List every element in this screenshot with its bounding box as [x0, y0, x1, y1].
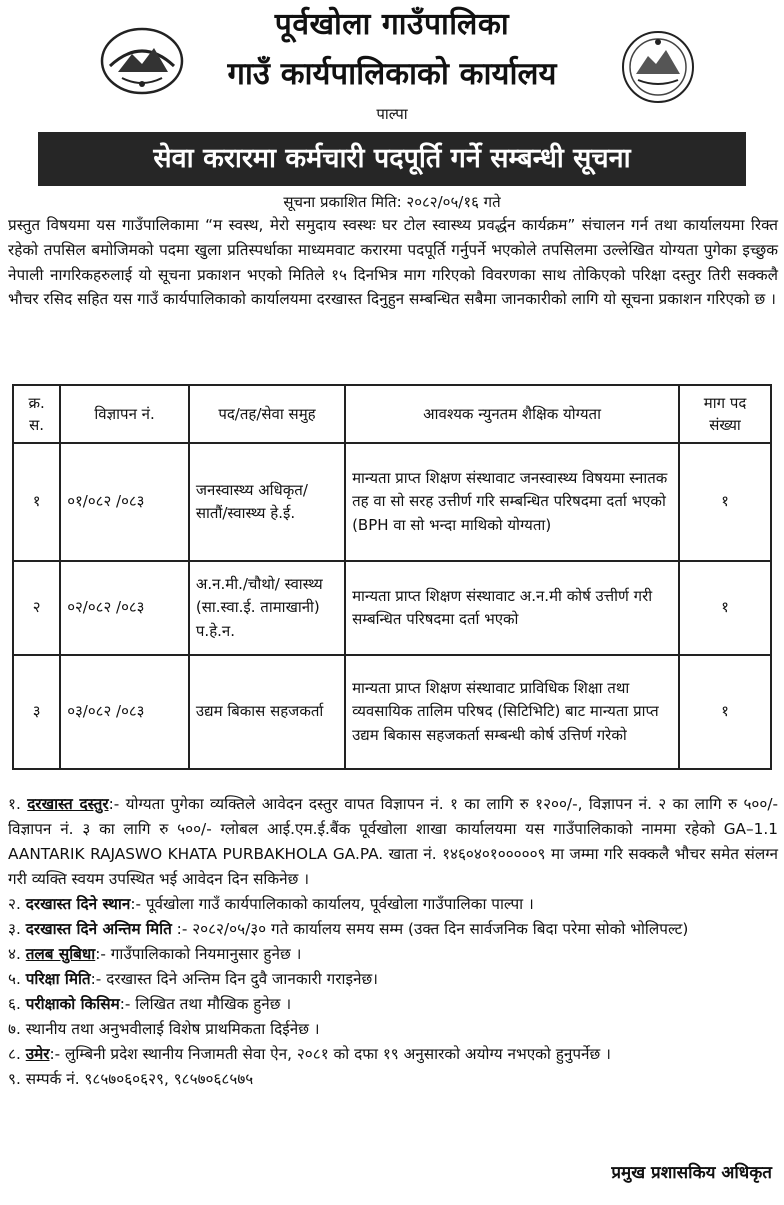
office-name: गाउँ कार्यपालिकाको कार्यालय — [227, 56, 557, 92]
condition-text: :- योग्यता पुगेका व्यक्तिले आवेदन दस्तुर वापत विज्ञापन नं. १ का लागि रु १२००/-, विज्ञापन नं. २ का लागि रु ५००/- विज्ञापन नं. ३ का लागि रु ५००/- ग्लोबल आई.एम.ई.बैंक पूर्वखोला शाखा कार्यालयमा यस गाउँपालिकाको नाममा रहेको GA–1.1 AANTARIK RAJASWO KHATA PURBAKHOLA GA.PA. खाता नं. १४६०४०१०००००९ मा जम्मा गरि सक्कलै भौचर समेत संलग्न गरी व्यक्ति स्वयम उपस्थित भई आवेदन दिन सकिनेछ । — [8, 795, 778, 888]
condition-title: तलब सुबिधा — [25, 945, 96, 963]
condition-title: उमेर — [25, 1045, 50, 1063]
cell-qualification: मान्यता प्राप्त शिक्षण संस्थावाट प्राविधिक शिक्षा तथा व्यवसायिक तालिम परिषद (सिटिभिटि) बाट मान्यता प्राप्त उद्यम बिकास सहजकर्ता सम्बन्धी कोर्ष उत्तिर्ण गरेको — [345, 655, 679, 769]
condition-title: परीक्षाको किसिम — [25, 995, 120, 1013]
cell-ad-no: ०२/०८२ /०८३ — [60, 561, 189, 655]
table-row — [13, 561, 771, 655]
condition-number: ६. — [8, 995, 21, 1013]
condition-number: ७. — [8, 1020, 21, 1038]
condition-exam-type — [8, 992, 778, 1017]
condition-title: दरखास्त दस्तुर — [27, 795, 109, 813]
condition-contact — [8, 1067, 778, 1092]
municipality-logo-icon — [618, 30, 698, 104]
table-row — [13, 443, 771, 561]
cell-sn: २ — [13, 561, 60, 655]
table-header-row — [13, 385, 771, 443]
condition-text: :- २०८२/०५/३० गते कार्यालय समय सम्म (उक्त दिन सार्वजनिक बिदा परेमा सोको भोलिपल्ट) — [171, 920, 689, 938]
col-header-post: पद/तह/सेवा समुह — [189, 385, 345, 443]
cell-ad-no: ०३/०८२ /०८३ — [60, 655, 189, 769]
condition-number: ८. — [8, 1045, 21, 1063]
condition-age — [8, 1042, 778, 1067]
condition-number: ५. — [8, 970, 21, 988]
condition-number: २. — [8, 895, 21, 913]
condition-text: :- लिखित तथा मौखिक हुनेछ । — [119, 995, 292, 1013]
condition-text: :- पूर्वखोला गाउँ कार्यपालिकाको कार्यालय, पूर्वखोला गाउँपालिका पाल्पा । — [130, 895, 534, 913]
condition-title: दरखास्त दिने अन्तिम मिति — [25, 920, 172, 938]
condition-number: ९. — [8, 1070, 21, 1088]
cell-qualification: मान्यता प्राप्त शिक्षण संस्थावाट अ.न.मी कोर्ष उत्तीर्ण गरी सम्बन्धित परिषदमा दर्ता भएको — [345, 561, 679, 655]
condition-number: १. — [8, 795, 21, 813]
condition-text: :- गाउँपालिकाको नियमानुसार हुनेछ । — [95, 945, 302, 963]
condition-text: स्थानीय तथा अनुभवीलाई विशेष प्राथमिकता दिईनेछ । — [25, 1020, 320, 1038]
condition-fee — [8, 792, 778, 892]
notice-title-banner: सेवा करारमा कर्मचारी पदपूर्ति गर्ने सम्बन्धी सूचना — [38, 132, 746, 186]
condition-salary — [8, 942, 778, 967]
condition-number: ४. — [8, 945, 21, 963]
cell-post: उद्यम बिकास सहजकर्ता — [189, 655, 345, 769]
letterhead — [0, 0, 784, 123]
cell-count: १ — [679, 561, 771, 655]
cell-post: अ.न.मी./चौथो/ स्वास्थ्य (सा.स्वा.ई. तामाखानी) प.हे.न. — [189, 561, 345, 655]
condition-deadline — [8, 917, 778, 942]
condition-number: ३. — [8, 920, 21, 938]
cell-ad-no: ०१/०८२ /०८३ — [60, 443, 189, 561]
municipality-name: पूर्वखोला गाउँपालिका — [274, 7, 510, 42]
cell-count: १ — [679, 443, 771, 561]
condition-text: :- लुम्बिनी प्रदेश स्थानीय निजामती सेवा ऐन, २०८१ को दफा १९ अनुसारको अयोग्य नभएको हुनुपर्नेछ । — [49, 1045, 611, 1063]
condition-text: सम्पर्क नं. ९८५७०६०६२९, ९८५७०६८५७५ — [25, 1070, 254, 1088]
signature-designation: प्रमुख प्रशासकिय अधिकृत — [611, 1163, 772, 1183]
col-header-sn: क्र. स. — [13, 385, 60, 443]
vacancy-table — [12, 384, 772, 770]
cell-count: १ — [679, 655, 771, 769]
condition-priority — [8, 1017, 778, 1042]
conditions-list — [8, 792, 778, 1092]
cell-qualification: मान्यता प्राप्त शिक्षण संस्थावाट जनस्वास्थ्य विषयमा स्नातक तह वा सो सरह उत्तीर्ण गरि सम्बन्धित परिषदमा दर्ता भएको (BPH वा सो भन्दा माथिको योग्यता) — [345, 443, 679, 561]
condition-place — [8, 892, 778, 917]
condition-title: परिक्षा मिति — [25, 970, 91, 988]
cell-sn: १ — [13, 443, 60, 561]
cell-sn: ३ — [13, 655, 60, 769]
district-name: पाल्पा — [376, 105, 408, 123]
condition-title: दरखास्त दिने स्थान — [25, 895, 131, 913]
col-header-ad-no: विज्ञापन नं. — [60, 385, 189, 443]
published-date: सूचना प्रकाशित मिति: २०८२/०५/१६ गते — [283, 193, 501, 211]
condition-text: :- दरखास्त दिने अन्तिम दिन दुवै जानकारी गराइनेछ। — [90, 970, 378, 988]
col-header-qualification: आवश्यक न्युनतम शैक्षिक योग्यता — [345, 385, 679, 443]
condition-exam-date — [8, 967, 778, 992]
col-header-count: माग पद संख्या — [679, 385, 771, 443]
cell-post: जनस्वास्थ्य अधिकृत/ सातौं/स्वास्थ्य हे.ई. — [189, 443, 345, 561]
table-row — [13, 655, 771, 769]
intro-paragraph: प्रस्तुत विषयमा यस गाउँपालिकामा “म स्वस्थ, मेरो समुदाय स्वस्थः घर टोल स्वास्थ्य प्रवर्द्धन कार्यक्रम” संचालन गर्न तथा कार्यालयमा रिक्त रहेको तपसिल बमोजिमको पदमा खुला प्रतिस्पर्धाका माध्यमवाट करारमा पदपूर्ति गर्नुपर्ने भएकोले तपसिलमा उल्लेखित योग्यता पुगेका इच्छुक नेपाली नागरिकहरुलाई यो सूचना प्रकाशन भएको मितिले १५ दिनभित्र माग गरिएको विवरणका साथ तोकिएको परिक्षा दस्तुर तिरी सक्कलै भौचर रसिद सहित यस गाउँ कार्यपालिकाको कार्यालयमा दरखास्त दिनुहुन सम्बन्धित सबैमा जानकारीको लागि यो सूचना प्रकाशन गरिएको छ । — [8, 216, 778, 309]
